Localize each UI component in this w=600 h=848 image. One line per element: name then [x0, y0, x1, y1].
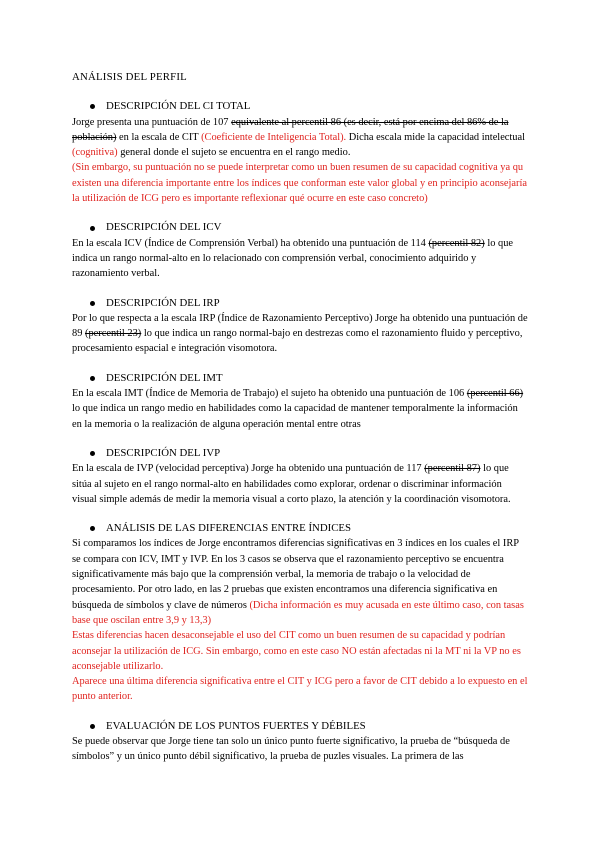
section-differences — [72, 521, 528, 705]
struck-text: (percentil 66) — [466, 388, 524, 400]
correction-paragraph: Aparece una última diferencia significativa entre el CIT y ICG pero a favor de CIT debido a lo expuesto en el punto anterior. — [72, 676, 528, 703]
correction-text: (Coeficiente de Inteligencia Total). — [201, 131, 347, 143]
paragraph: En la escala ICV (Índice de Comprensión Verbal) ha obtenido una puntuación de 114 (percentil 82) lo que indica un rango normal-alto en lo relacionado con comprensión verbal, conocimiento adquirido y razonamiento verbal. — [72, 237, 513, 280]
section-irp — [72, 296, 528, 357]
paragraph: En la escala de IVP (velocidad perceptiva) Jorge ha obtenido una puntuación de 117 (percentil 87) lo que sitúa al sujeto en el rango normal-alto en habilidades como explorar, ordenar o discriminar información visual simple además de medir la memoria visual a corto plazo, la atención y la coordinación visomotora. — [72, 463, 511, 505]
bullet-icon — [90, 104, 95, 109]
bullet-icon — [90, 451, 95, 456]
section-heading: EVALUACIÓN DE LOS PUNTOS FUERTES Y DÉBILES — [72, 719, 528, 734]
section-imt — [72, 371, 528, 432]
section-ivp — [72, 446, 528, 507]
bullet-icon — [90, 724, 95, 729]
bullet-icon — [90, 226, 95, 231]
correction-paragraph: (Sin embargo, su puntuación no se puede interpretar como un buen resumen de su capacidad cognitiva ya qu existen una diferencia importante entre los índices que conforman este valor global y en principio aconsejaría la utilización de ICG pero es importante reflexionar qué ocurre en este caso concreto) — [72, 162, 527, 205]
bullet-icon — [90, 526, 95, 531]
section-heading: DESCRIPCIÓN DEL CI TOTAL — [72, 99, 528, 114]
paragraph: Por lo que respecta a la escala IRP (Índice de Razonamiento Perceptivo) Jorge ha obtenido una puntuación de 89 (percentil 23) lo que indica un rango normal-bajo en destrezas como el razonamiento fluido y perceptivo, procesamiento espacial e integración visomotora. — [72, 312, 528, 355]
paragraph: En la escala IMT (Índice de Memoria de Trabajo) el sujeto ha obtenido una puntuación de 106 (percentil 66) lo que indica un rango medio en habilidades como la capacidad de mantener temporalmente la información en la memoria o la realización de alguna operación mental entre otras — [72, 388, 524, 430]
document-title: ANÁLISIS DEL PERFIL — [72, 71, 187, 83]
struck-text: (percentil 87) — [424, 463, 481, 475]
bullet-icon — [90, 301, 95, 306]
section-icv — [72, 220, 528, 281]
section-heading: DESCRIPCIÓN DEL IVP — [72, 446, 528, 461]
section-ci-total — [72, 99, 528, 206]
document-page — [72, 70, 528, 779]
correction-text: (Dicha información es muy acusada en este último caso, con tasas base que oscilan entre 3,9 y 13,3) — [72, 599, 524, 626]
section-heading: DESCRIPCIÓN DEL IMT — [72, 371, 528, 386]
section-heading: ANÁLISIS DE LAS DIFERENCIAS ENTRE ÍNDICES — [72, 521, 528, 536]
paragraph: Se puede observar que Jorge tiene tan solo un único punto fuerte significativo, la prueba de “búsqueda de símbolos” y un único punto débil significativo, la prueba de puzles visuales. La primera de las — [72, 735, 510, 763]
paragraph: Jorge presenta una puntuación de 107 equivalente al percentil 86 (es decir, está por encima del 86% de la población) en la escala de CIT (Coeficiente de Inteligencia Total). Dicha escala mide la capacidad intelectual (cognitiva) general donde el sujeto se encuentra en el rango medio. — [72, 116, 525, 159]
bullet-icon — [90, 376, 95, 381]
section-strengths-weaknesses — [72, 719, 528, 765]
section-heading: DESCRIPCIÓN DEL IRP — [72, 296, 528, 311]
struck-text: (percentil 23) — [85, 328, 142, 340]
struck-text: (percentil 82) — [428, 237, 485, 249]
correction-text: (cognitiva) — [72, 147, 118, 159]
struck-text: equivalente al percentil 86 (es decir, está por encima del 86% de la población) — [72, 116, 509, 143]
paragraph: Si comparamos los índices de Jorge encontramos diferencias significativas en 3 índices en los cuales el IRP se compara con ICV, IMT y IVP. En los 3 casos se observa que el razonamiento perceptivo se encuentra significativamente más bajo que la comprensión verbal, la memoria de trabajo o la velocidad de procesamiento. Por otro lado, en las 2 pruebas que existen encontramos una diferencia significativa en búsqueda de símbolos y clave de números (Dicha información es muy acusada en este último caso, con tasas base que oscilan entre 3,9 y 13,3) — [72, 538, 524, 626]
section-heading: DESCRIPCIÓN DEL ICV — [72, 220, 528, 235]
correction-paragraph: Estas diferencias hacen desaconsejable el uso del CIT como un buen resumen de su capacidad y podrían aconsejar la utilización de ICG. Sin embargo, como en este caso NO están afectadas ni la MT ni la VP no es aconsejable utilizarlo. — [72, 630, 521, 672]
